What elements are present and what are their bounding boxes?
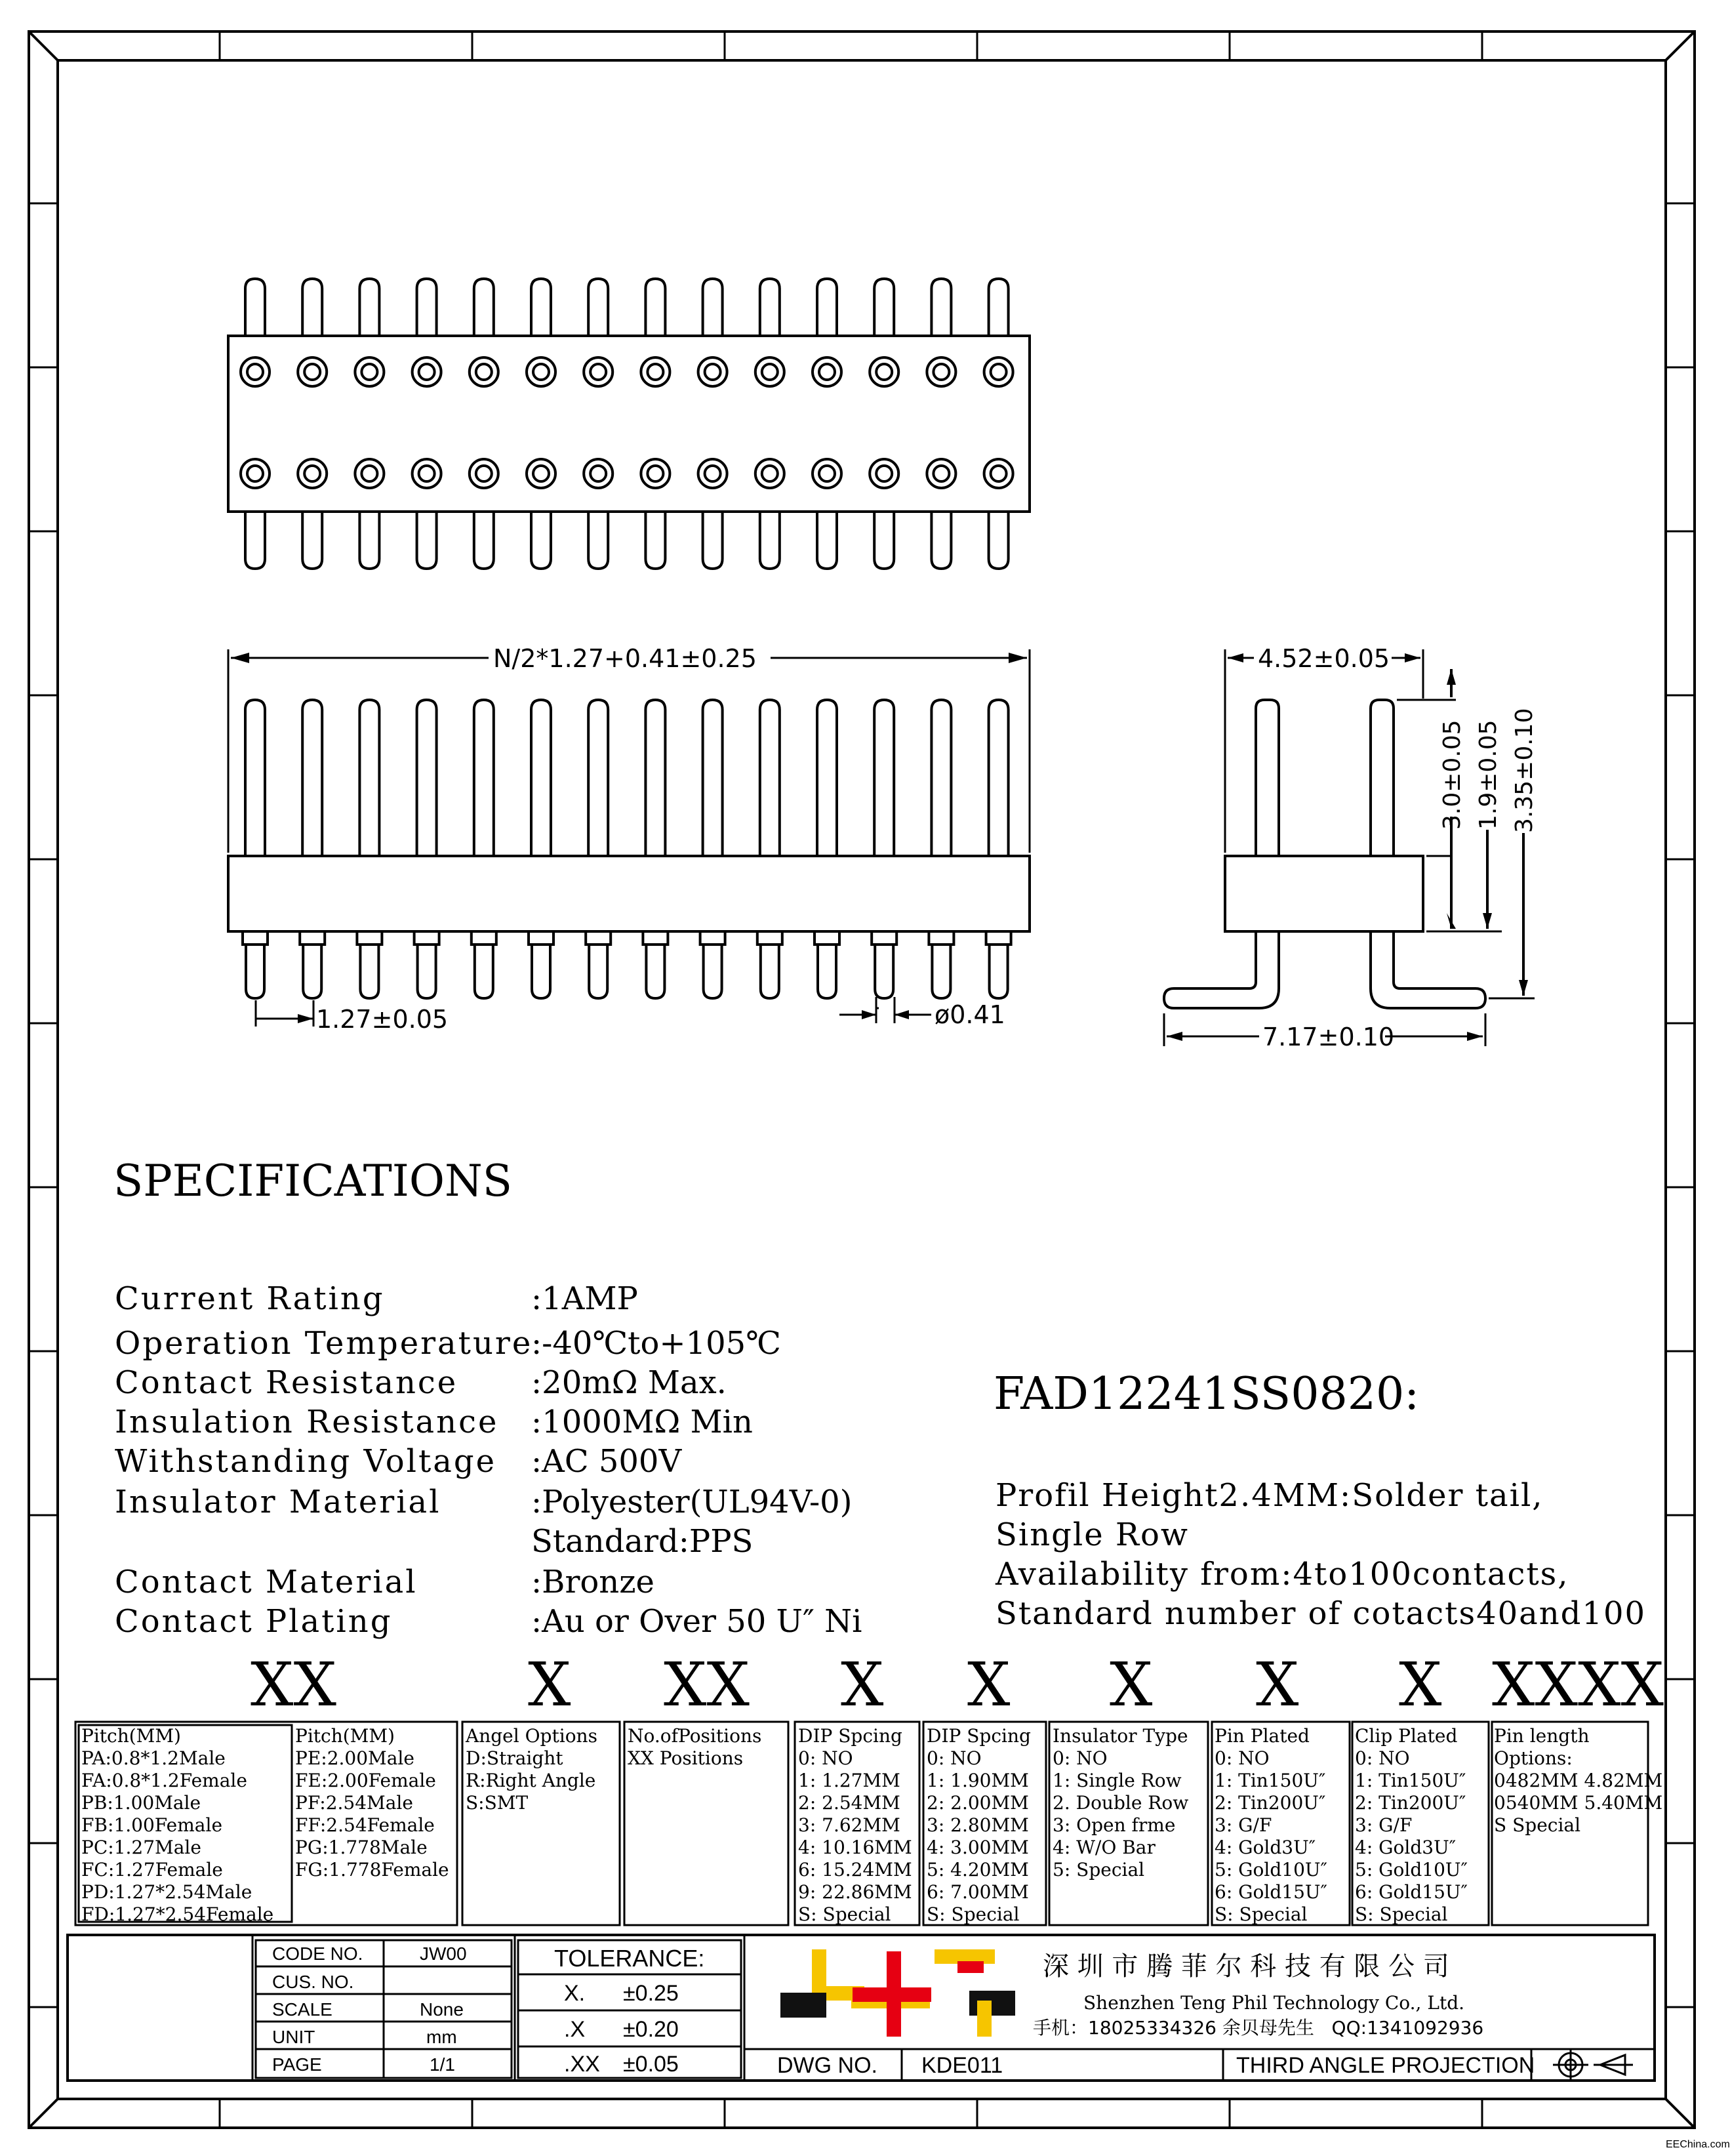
contact-hole: [813, 459, 841, 488]
front-pin-up: [245, 700, 265, 856]
front-view: [228, 649, 1030, 1027]
contact-hole: [527, 357, 555, 386]
code-table-line: 0: NO: [1053, 1747, 1108, 1769]
contact-hole-inner: [304, 364, 320, 380]
part-number: FAD12241SS0820:: [994, 1368, 1420, 1420]
contact-hole-inner: [247, 364, 263, 380]
front-pin-up: [874, 700, 894, 856]
dwg-no-value: KDE011: [921, 2053, 1003, 2078]
code-table-line: 4: 10.16MM: [798, 1837, 912, 1858]
code-table-line: R:Right Angle: [466, 1770, 596, 1791]
front-pin-tail: [589, 945, 607, 998]
pin-top: [817, 279, 837, 336]
spec-value: :1000MΩ Min: [531, 1404, 753, 1440]
scale-label: SCALE: [272, 1999, 332, 2020]
code-table-line: S Special: [1494, 1814, 1581, 1836]
code-table-cell: [466, 1725, 597, 1814]
company-logo: [780, 1949, 1015, 2037]
tolerance-key: X.: [564, 1981, 586, 2006]
pin-top: [417, 279, 437, 336]
pin-bottom: [874, 512, 894, 569]
code-no-label: CODE NO.: [272, 1943, 363, 1964]
spec-value: :AC 500V: [531, 1443, 682, 1480]
spec-row: [115, 1325, 941, 1362]
code-table-line: 6: 7.00MM: [927, 1881, 1029, 1903]
code-table-line: No.ofPositions: [628, 1725, 762, 1747]
code-table-line: Clip Plated: [1355, 1725, 1458, 1747]
spec-row: [115, 1484, 941, 1520]
code-table-line: S:SMT: [466, 1792, 529, 1814]
code-table-line: S: Special: [927, 1903, 1020, 1925]
code-table-cell: [1355, 1725, 1468, 1926]
front-pin-up: [531, 700, 551, 856]
front-pin-up: [989, 700, 1009, 856]
spec-row: [115, 1523, 941, 1560]
code-table-line: PB:1.00Male: [81, 1792, 201, 1814]
pin-top: [760, 279, 780, 336]
pin-top: [645, 279, 665, 336]
code-table-line: S: Special: [1215, 1903, 1308, 1925]
contact-hole: [755, 459, 784, 488]
contact-hole-inner: [304, 466, 320, 481]
code-table-line: 1: Tin150U″: [1355, 1770, 1466, 1791]
code-table-line: 3: Open frme: [1053, 1814, 1176, 1836]
code-table-line: 2: 2.00MM: [927, 1792, 1029, 1814]
code-table-line: 6: Gold15U″: [1355, 1881, 1468, 1903]
code-table-line: 2: 2.54MM: [798, 1792, 900, 1814]
pin-bottom: [760, 512, 780, 569]
front-pin-up: [474, 700, 494, 856]
dim-b-label: 1.9±0.05: [1475, 720, 1502, 830]
code-table-line: FF:2.54Female: [295, 1814, 435, 1836]
watermark: EEChina.com: [1666, 2139, 1730, 2150]
front-pin-tail: [475, 945, 493, 998]
front-pin-tail: [932, 945, 950, 998]
part-description-line: Profil Height2.4MM:Solder tail,: [996, 1477, 1544, 1514]
front-pin-up: [645, 700, 665, 856]
contact-hole-inner: [705, 364, 721, 380]
code-table-line: 0: NO: [1215, 1747, 1270, 1769]
contact-hole: [470, 357, 498, 386]
spec-label: Insulation Resistance: [115, 1404, 499, 1440]
front-pin-tail: [360, 945, 378, 998]
contact-hole-inner: [647, 364, 663, 380]
code-table-cell: [798, 1725, 912, 1926]
code-letter: X: [1110, 1650, 1153, 1720]
pin-bottom: [531, 512, 551, 569]
spec-value: :Bronze: [531, 1564, 654, 1600]
code-letter: XX: [664, 1650, 750, 1720]
contact-hole-inner: [876, 364, 892, 380]
spec-value: :20mΩ Max.: [531, 1364, 727, 1401]
code-table-line: FG:1.778Female: [295, 1859, 449, 1881]
front-pin-tail: [418, 945, 436, 998]
spec-label: Contact Material: [115, 1564, 418, 1600]
spec-value: :Au or Over 50 U″ Ni: [531, 1603, 862, 1640]
pin-shoulder: [243, 931, 268, 945]
dwg-no-label: DWG NO.: [777, 2053, 877, 2078]
contact-hole-inner: [361, 466, 377, 481]
code-table-line: 3: G/F: [1215, 1814, 1272, 1836]
contact-hole: [470, 459, 498, 488]
contact-hole-inner: [991, 364, 1007, 380]
unit-label: UNIT: [272, 2027, 315, 2047]
contact-hole: [355, 459, 384, 488]
code-letter: X: [1256, 1650, 1299, 1720]
code-table-line: Angel Options: [466, 1725, 597, 1747]
pin-shoulder: [872, 931, 896, 945]
front-pin-tail: [761, 945, 779, 998]
contact-hole-inner: [933, 364, 949, 380]
tolerance-value: ±0.20: [623, 2017, 679, 2042]
code-table-line: PC:1.27Male: [81, 1837, 201, 1858]
code-table-cell: [1053, 1725, 1188, 1881]
dim-side-width-label: 4.52±0.05: [1258, 644, 1390, 673]
contact-hole: [984, 459, 1013, 488]
code-letter: X: [1399, 1650, 1442, 1720]
code-table-line: PG:1.778Male: [295, 1837, 428, 1858]
tolerance-label: TOLERANCE:: [554, 1945, 705, 1972]
code-table-line: PE:2.00Male: [295, 1747, 414, 1769]
contact-hole-inner: [590, 466, 606, 481]
code-table-line: FC:1.27Female: [81, 1859, 223, 1881]
contact-hole: [698, 357, 727, 386]
code-table-line: 6: Gold15U″: [1215, 1881, 1327, 1903]
pin-shoulder: [700, 931, 725, 945]
contact-hole: [298, 357, 327, 386]
tolerance-value: ±0.25: [623, 1981, 679, 2006]
unit-value: mm: [426, 2027, 457, 2047]
pin-shoulder: [586, 931, 611, 945]
code-table-line: 3: 2.80MM: [927, 1814, 1029, 1836]
contact-hole-inner: [361, 364, 377, 380]
spec-label: Contact Resistance: [115, 1364, 458, 1401]
pin-shoulder: [414, 931, 439, 945]
code-no-value: JW00: [420, 1943, 467, 1964]
top-view: [228, 279, 1030, 569]
contact-hole-inner: [933, 466, 949, 481]
code-letter: XXXX: [1492, 1650, 1664, 1720]
spec-row: [115, 1443, 941, 1480]
code-table-line: 0: NO: [798, 1747, 853, 1769]
code-table-line: 0540MM 5.40MM: [1494, 1792, 1663, 1814]
code-table-line: 4: W/O Bar: [1053, 1837, 1156, 1858]
front-pin-tail: [303, 945, 321, 998]
spec-value: :-40℃to+105℃: [531, 1325, 781, 1362]
pin-shoulder: [929, 931, 954, 945]
specifications-title: SPECIFICATIONS: [113, 1156, 512, 1206]
contact-hole: [755, 357, 784, 386]
pin-bottom: [989, 512, 1009, 569]
code-table-line: 2: Tin200U″: [1355, 1792, 1466, 1814]
code-table-line: 2: Tin200U″: [1215, 1792, 1326, 1814]
spec-row: [115, 1564, 941, 1600]
code-table-line: 4: Gold3U″: [1355, 1837, 1457, 1858]
page-value: 1/1: [430, 2054, 455, 2075]
pin-top: [474, 279, 494, 336]
spec-label: Withstanding Voltage: [115, 1443, 497, 1480]
contact-hole: [298, 459, 327, 488]
side-view: [1164, 649, 1535, 1046]
pin-top: [588, 279, 608, 336]
code-table-line: 0: NO: [927, 1747, 982, 1769]
contact-hole: [870, 459, 898, 488]
code-table-line: Pin length: [1494, 1725, 1590, 1747]
contact-hole-inner: [533, 364, 549, 380]
code-table-line: PA:0.8*1.2Male: [81, 1747, 226, 1769]
spec-row: [115, 1404, 941, 1440]
code-table-line: S: Special: [1355, 1903, 1448, 1925]
pin-top: [531, 279, 551, 336]
contact-hole-inner: [533, 466, 549, 481]
code-table-line: 2. Double Row: [1053, 1792, 1189, 1814]
code-table-line: Pin Plated: [1215, 1725, 1310, 1747]
contact-hole: [584, 357, 613, 386]
spec-label: Insulator Material: [115, 1484, 441, 1520]
pin-bottom: [588, 512, 608, 569]
contact-hole: [984, 357, 1013, 386]
contact-hole-inner: [819, 364, 835, 380]
contact-hole: [527, 459, 555, 488]
pin-top: [359, 279, 379, 336]
contact-hole: [241, 357, 270, 386]
code-table-line: 4: 3.00MM: [927, 1837, 1029, 1858]
code-table-cell: [1494, 1725, 1662, 1837]
contact-hole: [412, 459, 441, 488]
code-table-line: 3: G/F: [1355, 1814, 1413, 1836]
spec-row: [115, 1364, 941, 1401]
code-table-line: 5: Gold10U″: [1355, 1859, 1468, 1881]
code-table-line: 5: Gold10U″: [1215, 1859, 1327, 1881]
projection-label: THIRD ANGLE PROJECTION: [1236, 2053, 1535, 2078]
contact-hole: [641, 357, 670, 386]
pin-bottom: [359, 512, 379, 569]
pin-bottom: [417, 512, 437, 569]
code-table-line: Options:: [1494, 1747, 1573, 1769]
front-pin-tail: [704, 945, 722, 998]
pin-shoulder: [472, 931, 496, 945]
contact-hole-inner: [991, 466, 1007, 481]
code-table-line: 1: Single Row: [1053, 1770, 1182, 1791]
front-pin-up: [588, 700, 608, 856]
pin-bottom: [245, 512, 265, 569]
code-table-line: 6: 15.24MM: [798, 1859, 912, 1881]
code-table-cell: [628, 1725, 761, 1770]
contact-hole-inner: [590, 364, 606, 380]
pin-bottom: [703, 512, 723, 569]
part-description-line: Single Row: [996, 1516, 1190, 1553]
contact-hole: [641, 459, 670, 488]
part-description-line: Availability from:4to100contacts,: [996, 1556, 1569, 1593]
dim-overall-label: 7.17±0.10: [1262, 1023, 1395, 1051]
code-table-cell: [1215, 1725, 1327, 1926]
scale-value: None: [420, 1999, 464, 2020]
code-table-line: 5: 4.20MM: [927, 1859, 1029, 1881]
company-name-en: Shenzhen Teng Phil Technology Co., Ltd.: [1083, 1992, 1465, 2014]
contact-hole: [698, 459, 727, 488]
contact-hole: [813, 357, 841, 386]
front-pin-up: [703, 700, 723, 856]
company-name-cn: 深 圳 市 腾 菲 尔 科 技 有 限 公 司: [1043, 1951, 1449, 1982]
spec-label: Contact Plating: [115, 1603, 393, 1640]
code-letter: X: [528, 1650, 571, 1720]
pin-shoulder: [300, 931, 325, 945]
pin-bottom: [817, 512, 837, 569]
pin-shoulder: [986, 931, 1011, 945]
tolerance-key: .XX: [564, 2052, 600, 2077]
code-table-line: 1: 1.27MM: [798, 1770, 900, 1791]
code-table-line: FE:2.00Female: [295, 1770, 436, 1791]
code-table-line: Pitch(MM): [81, 1725, 181, 1747]
contact-hole-inner: [476, 466, 492, 481]
code-table-line: D:Straight: [466, 1747, 563, 1769]
code-letter: X: [967, 1650, 1011, 1720]
pin-shoulder: [815, 931, 839, 945]
code-table-line: Insulator Type: [1053, 1725, 1188, 1747]
code-table-line: 4: Gold3U″: [1215, 1837, 1316, 1858]
spec-value: Standard:PPS: [531, 1523, 754, 1560]
pin-shoulder: [643, 931, 668, 945]
pin-top: [302, 279, 322, 336]
contact-hole-inner: [647, 466, 663, 481]
code-table-cell: [81, 1725, 273, 1926]
contact-hole: [927, 357, 956, 386]
spec-label: Operation Temperature: [115, 1325, 533, 1362]
contact-hole-inner: [876, 466, 892, 481]
pin-top: [931, 279, 951, 336]
code-table-line: DIP Spcing: [927, 1725, 1031, 1747]
front-pin-up: [931, 700, 951, 856]
tolerance-key: .X: [564, 2017, 586, 2042]
contact-hole: [412, 357, 441, 386]
code-letter: XX: [251, 1650, 336, 1720]
contact-hole: [241, 459, 270, 488]
contact-hole-inner: [762, 364, 778, 380]
pin-bottom: [931, 512, 951, 569]
code-table-line: FA:0.8*1.2Female: [81, 1770, 247, 1791]
pin-top: [874, 279, 894, 336]
code-table-line: 0: NO: [1355, 1747, 1410, 1769]
contact-hole-inner: [762, 466, 778, 481]
contact-hole: [927, 459, 956, 488]
cus-no-label: CUS. NO.: [272, 1972, 354, 1992]
part-description-line: Standard number of cotacts40and100: [996, 1595, 1647, 1632]
dim-pitch-label: 1.27±0.05: [316, 1005, 449, 1034]
pin-top: [703, 279, 723, 336]
spec-value: :1AMP: [531, 1280, 638, 1317]
dim-c-label: 3.35±0.10: [1511, 708, 1538, 833]
pin-top: [245, 279, 265, 336]
pin-shoulder: [757, 931, 782, 945]
contact-hole-inner: [247, 466, 263, 481]
code-table-line: Pitch(MM): [295, 1725, 395, 1747]
spec-value: :Polyester(UL94V-0): [531, 1484, 853, 1520]
dim-pin-dia-label: ø0.41: [935, 1000, 1005, 1029]
contact-hole-inner: [819, 466, 835, 481]
code-letter: X: [841, 1650, 884, 1720]
pin-bottom: [474, 512, 494, 569]
projection-symbol: [1553, 2049, 1633, 2081]
contact-hole-inner: [419, 364, 435, 380]
code-table-line: S: Special: [798, 1903, 891, 1925]
code-table-line: 1: Tin150U″: [1215, 1770, 1326, 1791]
contact-hole: [870, 357, 898, 386]
code-table-line: 5: Special: [1053, 1859, 1145, 1881]
front-pin-tail: [646, 945, 664, 998]
code-table-line: 3: 7.62MM: [798, 1814, 900, 1836]
code-table-line: 0482MM 4.82MM: [1494, 1770, 1663, 1791]
code-table-cell: [295, 1725, 449, 1881]
code-table-line: 1: 1.90MM: [927, 1770, 1029, 1791]
code-table-line: DIP Spcing: [798, 1725, 902, 1747]
pin-shoulder: [357, 931, 382, 945]
spec-row: [115, 1280, 941, 1317]
spec-row: [115, 1603, 941, 1640]
code-table-cell: [927, 1725, 1031, 1926]
front-pin-tail: [818, 945, 836, 998]
page-label: PAGE: [272, 2054, 322, 2075]
code-table-line: 9: 22.86MM: [798, 1881, 912, 1903]
company-contact: 手机：18025334326 余贝母先生 QQ:1341092936: [1033, 2017, 1484, 2039]
dim-length-label: N/2*1.27+0.41±0.25: [493, 644, 757, 673]
front-pin-up: [302, 700, 322, 856]
pin-top: [989, 279, 1009, 336]
code-table-line: XX Positions: [628, 1747, 744, 1769]
front-pin-up: [817, 700, 837, 856]
front-pin-up: [760, 700, 780, 856]
tolerance-value: ±0.05: [623, 2052, 679, 2077]
dim-a-label: 3.0±0.05: [1439, 720, 1466, 830]
contact-hole-inner: [705, 466, 721, 481]
code-table-line: FB:1.00Female: [81, 1814, 223, 1836]
front-pin-tail: [246, 945, 264, 998]
contact-hole: [355, 357, 384, 386]
front-pin-tail: [532, 945, 550, 998]
pin-bottom: [645, 512, 665, 569]
code-table-line: FD:1.27*2.54Female: [81, 1903, 274, 1925]
front-pin-tail: [875, 945, 893, 998]
front-pin-up: [359, 700, 379, 856]
contact-hole-inner: [419, 466, 435, 481]
front-pin-up: [417, 700, 437, 856]
code-table-line: PF:2.54Male: [295, 1792, 413, 1814]
pin-bottom: [302, 512, 322, 569]
front-pin-tail: [990, 945, 1008, 998]
code-table-line: PD:1.27*2.54Male: [81, 1881, 252, 1903]
spec-label: Current Rating: [115, 1280, 385, 1317]
contact-hole-inner: [476, 364, 492, 380]
pin-shoulder: [529, 931, 553, 945]
contact-hole: [584, 459, 613, 488]
